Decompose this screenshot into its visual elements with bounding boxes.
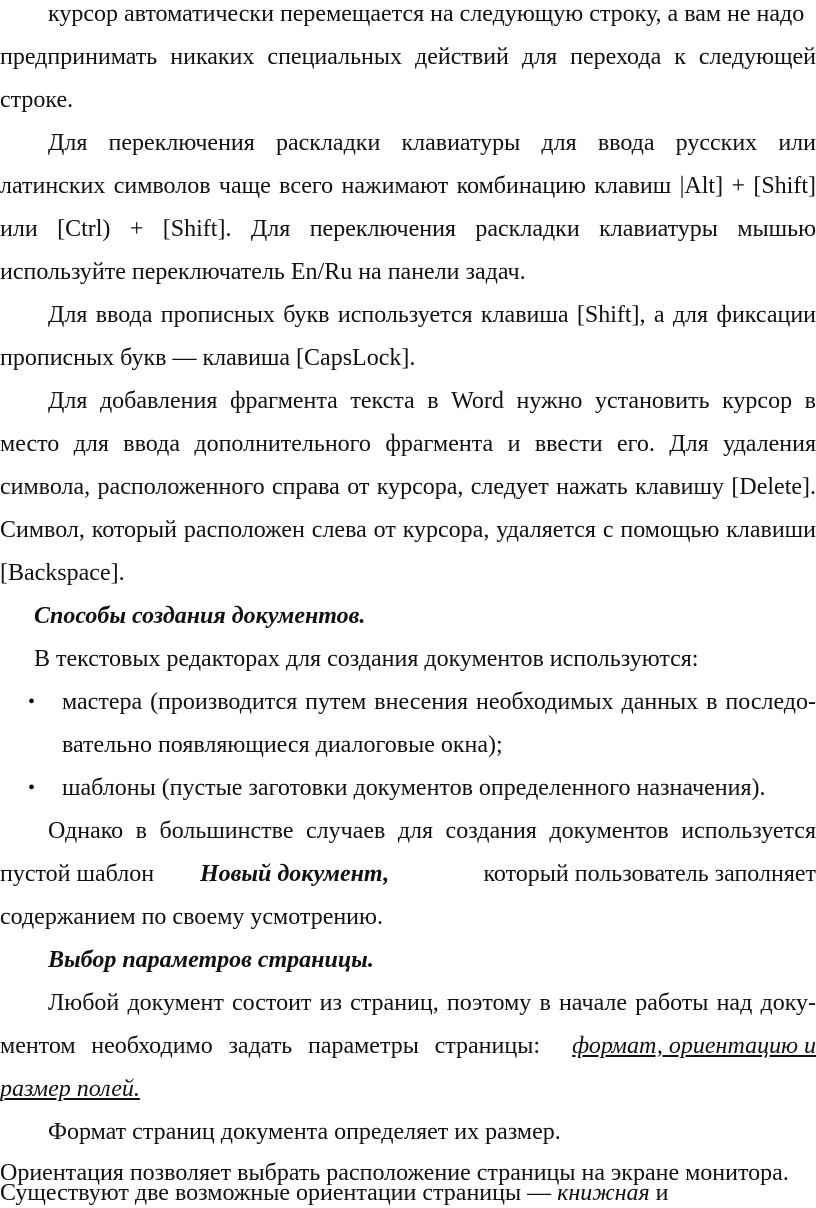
paragraph-line	[0, 1178, 816, 1208]
bullet-icon: •	[28, 777, 36, 799]
paragraph-line: Для переключения раскладки клавиатуры для ввода русских или	[48, 130, 816, 156]
list-item: вательно появляющиеся диалоговые окна);	[62, 732, 503, 758]
paragraph-line: или [Ctrl) + [Shift]. Для переключения раскладки клавиатуры мышью	[0, 216, 816, 242]
section-heading: Выбор параметров страницы.	[48, 947, 374, 973]
paragraph-line: Формат страниц документа определяет их размер.	[48, 1119, 561, 1145]
bullet-icon: •	[28, 691, 36, 713]
section-heading: Способы создания документов.	[34, 603, 366, 629]
paragraph-line: Символ, который расположен слева от курсора, удаляется с помощью клавиши	[0, 517, 816, 543]
paragraph-line: место для ввода дополнительного фрагмента и ввести его. Для удаления	[0, 431, 816, 457]
emphasis-text: размер полей.	[0, 1076, 140, 1102]
paragraph-line: Для добавления фрагмента текста в Word нужно установить курсор в	[48, 388, 816, 414]
text-run: ментом необходимо задать параметры страницы:	[0, 1033, 540, 1059]
paragraph-line: прописных букв — клавиша [CapsLock].	[0, 345, 416, 371]
paragraph-line: В текстовых редакторах для создания документов используются:	[34, 646, 699, 672]
emphasis-text: книжная	[557, 1180, 650, 1206]
emphasis-text: Новый документ,	[200, 861, 390, 887]
paragraph-line: Однако в большинстве случаев для создания документов используется	[48, 818, 816, 844]
text-run: и	[655, 1180, 669, 1206]
paragraph-line: курсор автоматически перемещается на следующую строку, а вам не надо	[48, 1, 805, 27]
list-item: мастера (производится путем внесения необходимых данных в последо-	[62, 689, 816, 715]
text-run: Существуют две возможные ориентации страницы —	[0, 1180, 552, 1206]
paragraph-line: используйте переключатель En/Ru на панели задач.	[0, 259, 526, 285]
text-run: который пользователь заполняет	[483, 861, 816, 887]
paragraph-line: Ориентация позволяет выбрать расположение страницы на экране монитора.	[0, 1160, 789, 1186]
emphasis-text: формат, ориентацию и	[572, 1033, 816, 1059]
list-item: шаблоны (пустые заготовки документов определенного назначения).	[62, 775, 766, 801]
paragraph-line: строке.	[0, 87, 74, 113]
paragraph-line: символа, расположенного справа от курсора, следует нажать клавишу [Delete].	[0, 474, 816, 500]
paragraph-line: предпринимать никаких специальных действий для перехода к следующей	[0, 44, 816, 70]
paragraph-line: [Backspace].	[0, 560, 125, 586]
text-run: пустой шаблон	[0, 861, 155, 887]
paragraph-line: латинских символов чаще всего нажимают комбинацию клавиш |Alt] + [Shift]	[0, 173, 816, 199]
paragraph-line: Любой документ состоит из страниц, поэтому в начале работы над доку-	[48, 990, 816, 1016]
paragraph-line: содержанием по своему усмотрению.	[0, 904, 383, 930]
paragraph-line: Для ввода прописных букв используется клавиша [Shift], а для фиксации	[48, 302, 816, 328]
